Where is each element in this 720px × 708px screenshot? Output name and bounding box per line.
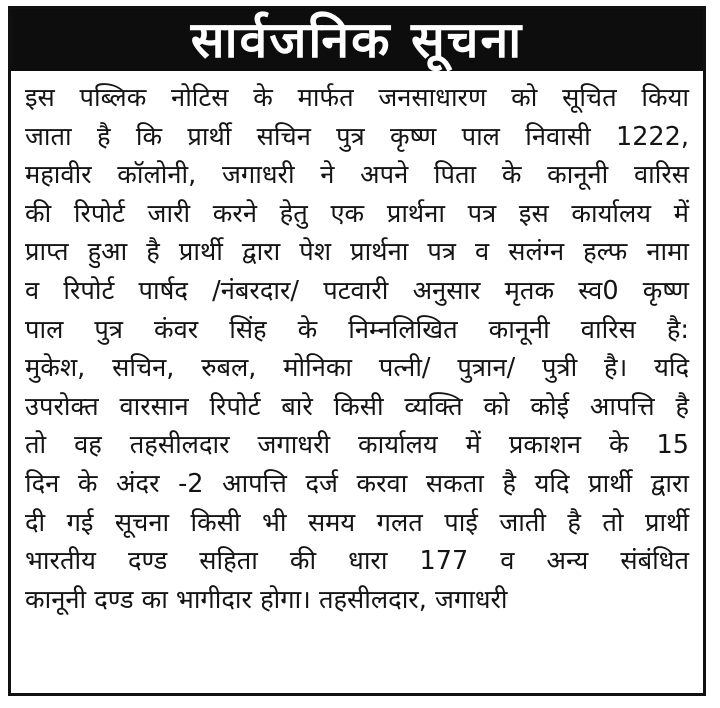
notice-line: इस पब्लिक नोटिस के मार्फत जनसाधारण को सूचित किया <box>25 83 689 113</box>
notice-line: पाल पुत्र कंवर सिंह के निम्नलिखित कानूनी वारिस है: <box>25 314 689 345</box>
notice-line: जाता है कि प्रार्थी सचिन पुत्र कृष्ण पाल निवासी 1222, <box>25 121 689 152</box>
notice-body <box>11 71 703 619</box>
notice-line: भारतीय दण्ड सहिता की धारा 177 व अन्य संबंधित <box>25 546 689 577</box>
notice-line: प्राप्त हुआ है प्रार्थी द्वारा पेश प्रार्थना पत्र व सलंग्न हल्फ नामा <box>25 237 689 268</box>
notice-line: तो वह तहसीलदार जगाधरी कार्यालय में प्रकाशन के 15 <box>25 430 689 461</box>
notice-header <box>11 9 703 71</box>
notice-title: सार्वजनिक सूचना <box>190 11 524 69</box>
notice-line: उपरोक्त वारसान रिपोर्ट बारे किसी व्यक्ति को कोई आपत्ति है <box>25 391 689 422</box>
notice-line: की रिपोर्ट जारी करने हेतु एक प्रार्थना पत्र इस कार्यालय में <box>25 198 689 229</box>
notice-line: कानूनी दण्ड का भागीदार होगा। तहसीलदार, जगाधरी <box>25 584 508 615</box>
notice-line: मुकेश, सचिन, रुबल, मोनिका पत्नी/ पुत्रान/ पुत्री है। यदि <box>25 353 689 384</box>
notice-line: व रिपोर्ट पार्षद /नंबरदार/ पटवारी अनुसार मृतक स्व0 कृष्ण <box>25 275 689 306</box>
notice-line: दी गई सूचना किसी भी समय गलत पाई जाती है तो प्रार्थी <box>25 507 689 538</box>
notice-line: दिन के अंदर -2 आपत्ति दर्ज करवा सकता है यदि प्रार्थी द्वारा <box>25 468 689 499</box>
public-notice <box>8 6 706 696</box>
notice-line: महावीर कॉलोनी, जगाधरी ने अपने पिता के कानूनी वारिस <box>25 160 689 191</box>
